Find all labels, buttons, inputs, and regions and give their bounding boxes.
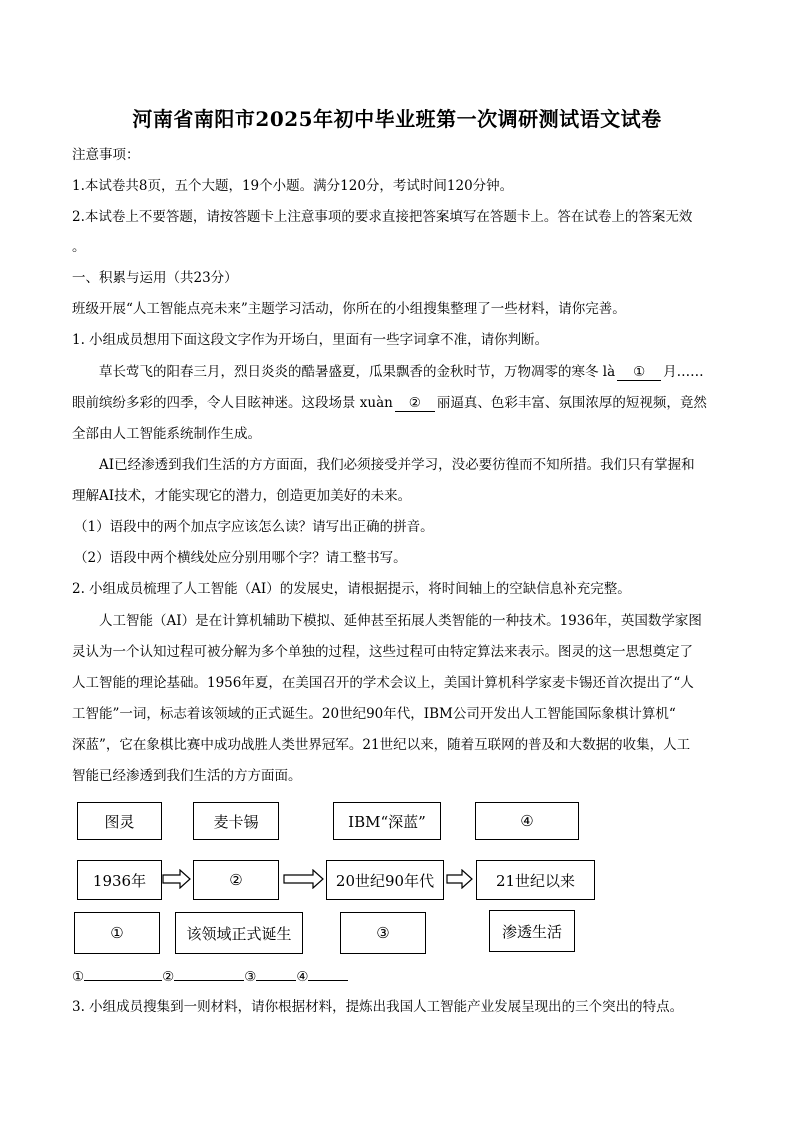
q2-passage-line-2: 灵认为一个认知过程可被分解为多个单独的过程，这些过程可由特定算法来表示。图灵的这一思想奠定了 [72, 644, 693, 660]
answer-blank-3[interactable] [256, 966, 296, 981]
notes-item-2-end: 。 [72, 239, 86, 255]
q2-passage-line-5: 深蓝”，它在象棋比赛中成功战胜人类世界冠军。21世纪以来，随着互联网的普及和大数据的收集，人工 [72, 737, 691, 753]
diagram-box-21st-century: 21世纪以来 [476, 860, 595, 900]
diagram-box-blank-4: ④ [475, 802, 579, 840]
question-1-stem: 1. 小组成员想用下面这段文字作为开场白，里面有一些字词拿不准，请你判断。 [72, 332, 549, 348]
arrow-right-icon [162, 869, 192, 889]
diagram-box-mccarthy: 麦卡锡 [193, 802, 279, 840]
notes-item-1: 1.本试卷共8页，五个大题，19个小题。满分120分，考试时间120分钟。 [72, 178, 514, 194]
notes-item-2: 2.本试卷上不要答题，请按答题卡上注意事项的要求直接把答案填写在答题卡上。答在试卷上的答案无效 [72, 209, 693, 225]
q1-sub-2: （2）语段中两个横线处应分别用哪个字？请工整书写。 [74, 550, 407, 566]
question-3-stem: 3. 小组成员搜集到一则材料，请你根据材料，提炼出我国人工智能产业发展呈现出的三个突出的特点。 [72, 999, 684, 1015]
q2-passage-line-6: 智能已经渗透到我们生活的方方面面。 [72, 768, 302, 784]
notes-heading: 注意事项： [72, 147, 140, 163]
arrow-right-icon [283, 869, 325, 889]
answer-label-3: ③ [244, 969, 257, 985]
diagram-box-deep-blue: IBM“深蓝” [333, 802, 441, 840]
q1-passage-p2-line-1: AI已经渗透到我们生活的方方面面，我们必须接受并学习，没必要彷徨而不知所措。我们只有掌握和 [99, 457, 695, 473]
answer-blank-2[interactable] [174, 966, 244, 981]
q1-passage-line-1 [99, 362, 722, 382]
answer-blank-4[interactable] [308, 966, 348, 981]
diagram-box-blank-2: ② [193, 860, 279, 900]
section-1-intro: 班级开展“人工智能点亮未来”主题学习活动，你所在的小组搜集整理了一些材料，请你完善。 [72, 301, 626, 317]
diagram-box-blank-1: ① [74, 912, 160, 954]
diagram-box-penetrate-life: 渗透生活 [489, 910, 575, 952]
blank-2: ② [395, 395, 435, 412]
q2-answer-line [72, 966, 348, 987]
diagram-box-1990s: 20世纪90年代 [326, 860, 444, 900]
answer-blank-1[interactable] [84, 966, 162, 981]
q2-passage-line-3: 人工智能的理论基础。1956年夏，在美国召开的学术会议上，美国计算机科学家麦卡锡还首次提出了“人 [72, 675, 694, 691]
q2-passage-line-4: 工智能”一词，标志着该领域的正式诞生。20世纪90年代，IBM公司开发出人工智能国际象棋计算机“ [72, 706, 676, 722]
q1-sub-1: （1）语段中的两个加点字应该怎么读？请写出正确的拼音。 [74, 519, 434, 535]
q1-passage-text-c: 眼前缤纷多彩的四季，令人目眩神迷。这段场景 xuàn [72, 395, 393, 411]
diagram-box-turing: 图灵 [77, 802, 162, 840]
exam-title: 河南省南阳市2025年初中毕业班第一次调研测试语文试卷 [132, 107, 662, 131]
answer-label-1: ① [72, 969, 85, 985]
q2-passage-line-1: 人工智能（AI）是在计算机辅助下模拟、延伸甚至拓展人类智能的一种技术。1936年，英国数学家图 [99, 613, 702, 629]
blank-1: ① [617, 364, 661, 381]
diagram-box-blank-3: ③ [340, 912, 426, 954]
q1-passage-text-b: 月…… [663, 364, 704, 380]
answer-label-4: ④ [296, 969, 309, 985]
q1-passage-p2-line-2: 理解AI技术，才能实现它的潜力，创造更加美好的未来。 [72, 488, 412, 504]
question-2-stem: 2. 小组成员梳理了人工智能（AI）的发展史，请根据提示，将时间轴上的空缺信息补充完整。 [72, 581, 631, 597]
q1-passage-text-a: 草长莺飞的阳春三月，烈日炎炎的酷暑盛夏，瓜果飘香的金秋时节，万物凋零的寒冬 là [99, 364, 616, 380]
answer-label-2: ② [162, 969, 175, 985]
arrow-right-icon [446, 869, 474, 889]
diagram-box-1936: 1936年 [77, 860, 162, 900]
q1-passage-line-3: 全部由人工智能系统制作生成。 [72, 426, 261, 442]
q1-passage-line-2 [72, 393, 722, 413]
diagram-box-field-born: 该领域正式诞生 [175, 912, 303, 954]
q1-passage-text-d: 丽逼真、色彩丰富、氛围浓厚的短视频，竟然 [436, 395, 707, 411]
section-1-heading: 一、积累与运用（共23分） [72, 270, 238, 286]
